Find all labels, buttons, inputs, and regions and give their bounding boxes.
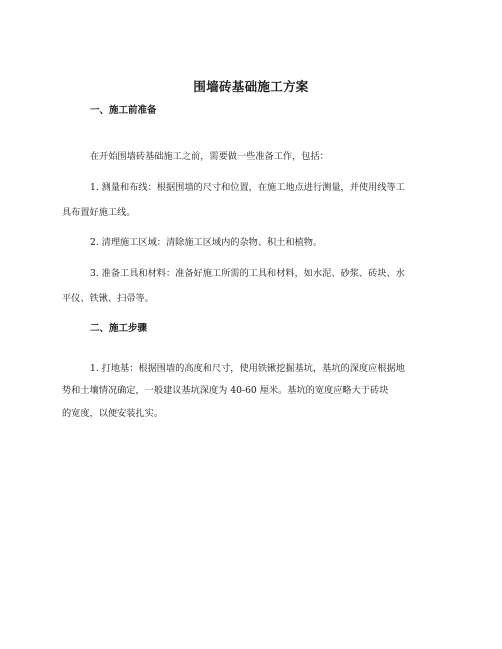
paragraph-intro: 在开始围墙砖基础施工之前，需要做一些准备工作，包括： <box>90 151 329 162</box>
list-item-3-line-2: 平仪、铁锹、扫帚等。 <box>62 293 154 304</box>
section-heading-steps: 二、施工步骤 <box>90 323 148 334</box>
list-item-1-line-2: 具布置好施工线。 <box>62 207 136 218</box>
list-item-3-line-1: 3. 准备工具和材料：准备好施工所需的工具和材料，如水泥、砂浆、砖块、水 <box>90 268 405 279</box>
document-title: 围墙砖基础施工方案 <box>193 79 309 94</box>
section-heading-preparation: 一、施工前准备 <box>90 105 157 116</box>
step-1-line-1: 1. 打地基：根据围墙的高度和尺寸，使用铁锹挖掘基坑，基坑的深度应根据地 <box>90 363 405 374</box>
list-item-2: 2. 清理施工区域：清除施工区域内的杂物、积土和植物。 <box>90 237 323 248</box>
step-1-line-3: 的宽度，以便安装扎实。 <box>62 408 164 419</box>
list-item-1-line-1: 1. 测量和布线：根据围墙的尺寸和位置，在施工地点进行测量，并使用线等工 <box>90 182 405 193</box>
step-1-line-2: 势和土壤情况确定，一般建议基坑深度为 40-60 厘米。基坑的宽度应略大于砖块 <box>62 385 389 396</box>
